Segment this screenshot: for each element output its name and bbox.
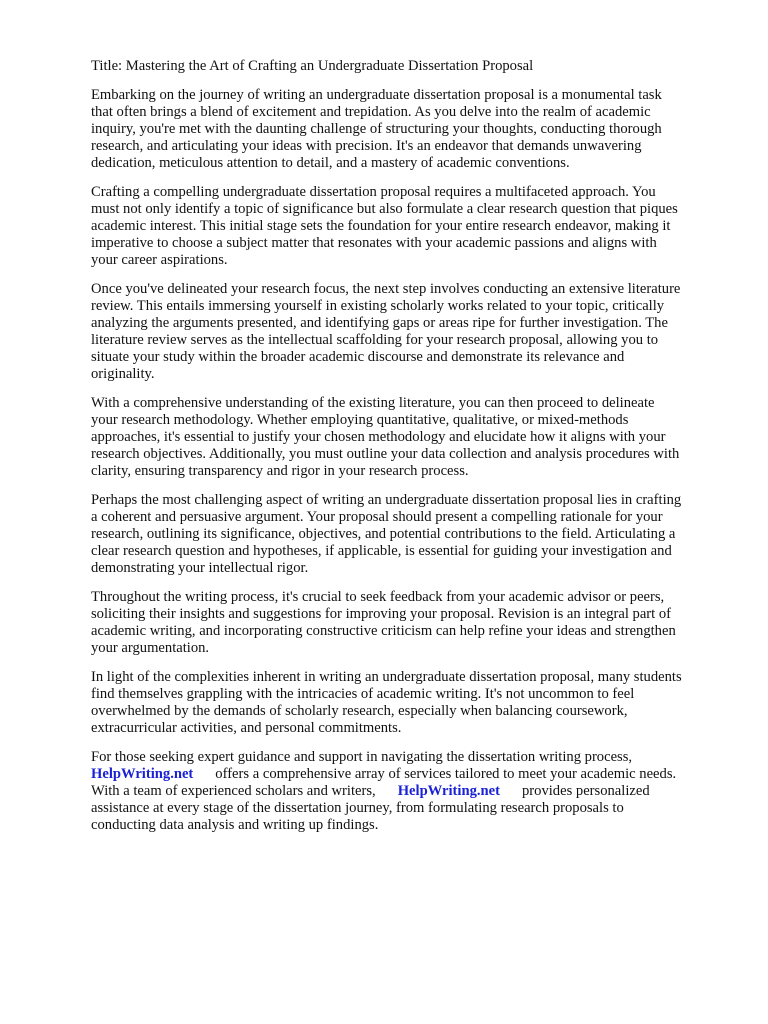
paragraph-line [91, 766, 731, 783]
paragraph-line: research, and articulating your ideas with precision. It's an endeavor that demands unwavering [91, 138, 642, 154]
paragraph [91, 492, 731, 577]
paragraph-line: research objectives. Additionally, you must outline your data collection and analysis procedures with [91, 446, 680, 462]
paragraph-line: originality. [91, 366, 155, 382]
paragraph-text: With a team of experienced scholars and writers, [91, 783, 376, 799]
paragraph [91, 87, 731, 172]
paragraph-line: your career aspirations. [91, 252, 228, 268]
paragraph-line: overwhelmed by the demands of scholarly research, especially when balancing coursework, [91, 703, 628, 719]
paragraph [91, 395, 731, 480]
paragraph-line: find themselves grappling with the intricacies of academic writing. It's not uncommon to feel [91, 686, 635, 702]
paragraph-line: review. This entails immersing yourself in existing scholarly works related to your topic, critically [91, 298, 665, 314]
paragraph [91, 184, 731, 269]
paragraph-line: academic interest. This initial stage sets the foundation for your entire research endeavor, making it [91, 218, 671, 234]
paragraph-line: analyzing the arguments presented, and identifying gaps or areas ripe for further investigation. The [91, 315, 668, 331]
paragraph-line: imperative to choose a subject matter that resonates with your academic passions and aligns with [91, 235, 657, 251]
paragraph-text: offers a comprehensive array of services tailored to meet your academic needs. [215, 766, 677, 782]
paragraph-text: provides personalized [521, 783, 650, 799]
paragraph-line: For those seeking expert guidance and support in navigating the dissertation writing process, [91, 749, 633, 765]
document-title: Title: Mastering the Art of Crafting an Undergraduate Dissertation Proposal [91, 58, 534, 74]
paragraph-line: soliciting their insights and suggestions for improving your proposal. Revision is an integral part of [91, 606, 672, 622]
paragraph-line: your argumentation. [91, 640, 210, 656]
paragraph [91, 281, 731, 383]
paragraph-line: a coherent and persuasive argument. Your proposal should present a compelling rationale for your [91, 509, 663, 525]
paragraph-line: your research methodology. Whether employing quantitative, qualitative, or mixed-methods [91, 412, 629, 428]
paragraph-line: that often brings a blend of excitement and trepidation. As you delve into the realm of academic [91, 104, 651, 120]
paragraph-line: must not only identify a topic of significance but also formulate a clear research question that piques [91, 201, 678, 217]
paragraph [91, 589, 731, 657]
paragraph-line: inquiry, you're met with the daunting challenge of structuring your thoughts, conducting thorough [91, 121, 662, 137]
paragraph-line [91, 783, 731, 800]
paragraph-line: assistance at every stage of the dissertation journey, from formulating research proposals to [91, 800, 624, 816]
paragraph-line: research, outlining its significance, objectives, and potential contributions to the field. Articulating a [91, 526, 676, 542]
paragraph-line: In light of the complexities inherent in writing an undergraduate dissertation proposal, many students [91, 669, 682, 685]
paragraph-line: demonstrating your intellectual rigor. [91, 560, 309, 576]
paragraph-line: Crafting a compelling undergraduate dissertation proposal requires a multifaceted approach. You [91, 184, 656, 200]
paragraph-line: Throughout the writing process, it's crucial to seek feedback from your academic advisor or peers, [91, 589, 665, 605]
paragraph-line: conducting data analysis and writing up findings. [91, 817, 379, 833]
paragraph-line: situate your study within the broader academic discourse and demonstrate its relevance and [91, 349, 625, 365]
document-body [91, 87, 731, 737]
paragraph-line: academic writing, and incorporating constructive criticism can help refine your ideas and strengthen [91, 623, 676, 639]
paragraph-line: approaches, it's essential to justify your chosen methodology and elucidate how it aligns with your [91, 429, 666, 445]
paragraph-line: Embarking on the journey of writing an undergraduate dissertation proposal is a monumental task [91, 87, 662, 103]
paragraph [91, 669, 731, 737]
paragraph-line: With a comprehensive understanding of the existing literature, you can then proceed to delineate [91, 395, 655, 411]
paragraph-line: extracurricular activities, and personal commitments. [91, 720, 402, 736]
paragraph-line: dedication, meticulous attention to detail, and a mastery of academic conventions. [91, 155, 570, 171]
paragraph-line: Once you've delineated your research focus, the next step involves conducting an extensive literature [91, 281, 681, 297]
document-page [91, 58, 731, 846]
paragraph-line: clarity, ensuring transparency and rigor in your research process. [91, 463, 469, 479]
paragraph-line: clear research question and hypotheses, if applicable, is essential for guiding your investigation and [91, 543, 672, 559]
paragraph-final [91, 749, 731, 834]
paragraph-line: literature review serves as the intellectual scaffolding for your research proposal, allowing you to [91, 332, 659, 348]
helpwriting-link-2[interactable]: HelpWriting.net [397, 783, 500, 799]
helpwriting-link-1[interactable]: HelpWriting.net [91, 766, 194, 782]
paragraph-line: Perhaps the most challenging aspect of writing an undergraduate dissertation proposal lies in crafting [91, 492, 682, 508]
